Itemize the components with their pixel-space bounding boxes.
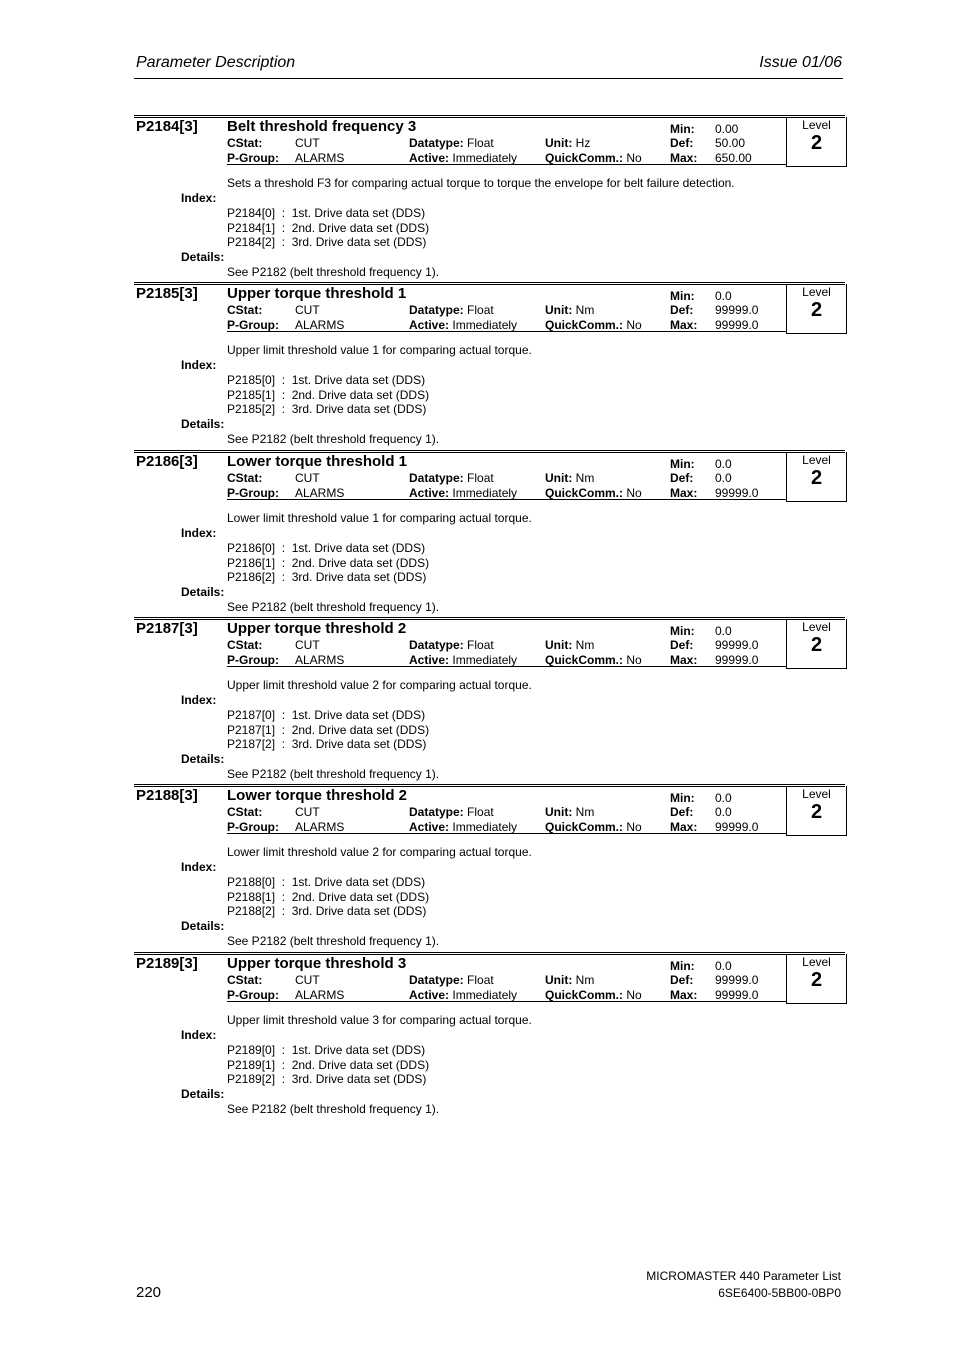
details-text: See P2182 (belt threshold frequency 1). bbox=[227, 432, 440, 446]
level-value: 2 bbox=[810, 969, 823, 991]
quickcomm-field: QuickComm.: No bbox=[545, 653, 642, 667]
index-label: Index: bbox=[181, 1028, 217, 1042]
pgroup-label: P-Group: bbox=[227, 151, 279, 165]
def-value: 99999.0 bbox=[715, 638, 759, 652]
quickcomm-field: QuickComm.: No bbox=[545, 820, 642, 834]
quickcomm-field: QuickComm.: No bbox=[545, 151, 642, 165]
block-rule bbox=[134, 784, 845, 785]
index-entry: P2187[1] : 2nd. Drive data set (DDS) bbox=[227, 723, 430, 737]
block-rule bbox=[134, 282, 845, 283]
index-entry: P2189[2] : 3rd. Drive data set (DDS) bbox=[227, 1072, 427, 1086]
def-value: 99999.0 bbox=[715, 303, 759, 317]
parameter-id: P2186[3] bbox=[136, 453, 198, 470]
pgroup-label: P-Group: bbox=[227, 486, 279, 500]
parameter-description: Upper limit threshold value 1 for comparing actual torque. bbox=[227, 343, 532, 357]
parameter-description: Upper limit threshold value 3 for comparing actual torque. bbox=[227, 1013, 532, 1027]
min-label: Min: bbox=[670, 624, 695, 638]
details-label: Details: bbox=[181, 585, 225, 599]
unit-field: Unit: Nm bbox=[545, 805, 595, 819]
details-text: See P2182 (belt threshold frequency 1). bbox=[227, 265, 440, 279]
cstat-value: CUT bbox=[295, 973, 320, 987]
header-issue: Issue 01/06 bbox=[759, 54, 842, 71]
pgroup-value: ALARMS bbox=[295, 486, 345, 500]
level-label: Level bbox=[802, 955, 831, 969]
index-entry: P2189[1] : 2nd. Drive data set (DDS) bbox=[227, 1058, 430, 1072]
pgroup-value: ALARMS bbox=[295, 653, 345, 667]
page-number: 220 bbox=[136, 1284, 162, 1301]
index-entry: P2188[1] : 2nd. Drive data set (DDS) bbox=[227, 890, 430, 904]
def-value: 0.0 bbox=[715, 471, 732, 485]
index-entry: P2184[1] : 2nd. Drive data set (DDS) bbox=[227, 221, 430, 235]
details-label: Details: bbox=[181, 1087, 225, 1101]
active-field: Active: Immediately bbox=[409, 318, 518, 332]
parameter-title: Upper torque threshold 1 bbox=[227, 285, 407, 302]
level-value: 2 bbox=[810, 467, 823, 489]
unit-field: Unit: Nm bbox=[545, 471, 595, 485]
index-label: Index: bbox=[181, 526, 217, 540]
level-value: 2 bbox=[810, 299, 823, 321]
level-value: 2 bbox=[810, 634, 823, 656]
parameter-block bbox=[134, 617, 846, 784]
pgroup-value: ALARMS bbox=[295, 820, 345, 834]
block-rule bbox=[134, 952, 845, 953]
min-value: 0.0 bbox=[715, 791, 732, 805]
block-rule bbox=[134, 617, 845, 618]
header-underline bbox=[227, 1001, 787, 1002]
index-entry: P2185[1] : 2nd. Drive data set (DDS) bbox=[227, 388, 430, 402]
index-label: Index: bbox=[181, 358, 217, 372]
header-underline bbox=[227, 331, 787, 332]
parameter-id: P2185[3] bbox=[136, 285, 198, 302]
index-entry: P2189[0] : 1st. Drive data set (DDS) bbox=[227, 1043, 426, 1057]
index-entry: P2185[2] : 3rd. Drive data set (DDS) bbox=[227, 402, 427, 416]
parameter-title: Belt threshold frequency 3 bbox=[227, 118, 417, 135]
unit-field: Unit: Nm bbox=[545, 638, 595, 652]
index-entry: P2187[0] : 1st. Drive data set (DDS) bbox=[227, 708, 426, 722]
index-entry: P2188[2] : 3rd. Drive data set (DDS) bbox=[227, 904, 427, 918]
index-entry: P2184[0] : 1st. Drive data set (DDS) bbox=[227, 206, 426, 220]
pgroup-label: P-Group: bbox=[227, 820, 279, 834]
def-label: Def: bbox=[670, 973, 694, 987]
pgroup-label: P-Group: bbox=[227, 988, 279, 1002]
max-label: Max: bbox=[670, 988, 698, 1002]
level-value: 2 bbox=[810, 801, 823, 823]
cstat-label: CStat: bbox=[227, 471, 263, 485]
def-label: Def: bbox=[670, 805, 694, 819]
level-box bbox=[786, 284, 847, 334]
datatype-field: Datatype: Float bbox=[409, 973, 494, 987]
unit-field: Unit: Hz bbox=[545, 136, 591, 150]
parameter-id: P2184[3] bbox=[136, 118, 198, 135]
level-box bbox=[786, 452, 847, 502]
def-value: 50.00 bbox=[715, 136, 746, 150]
index-label: Index: bbox=[181, 191, 217, 205]
details-label: Details: bbox=[181, 417, 225, 431]
active-field: Active: Immediately bbox=[409, 151, 518, 165]
details-label: Details: bbox=[181, 250, 225, 264]
level-label: Level bbox=[802, 620, 831, 634]
def-value: 99999.0 bbox=[715, 973, 759, 987]
header-underline bbox=[227, 164, 787, 165]
block-rule bbox=[134, 450, 845, 451]
index-entry: P2188[0] : 1st. Drive data set (DDS) bbox=[227, 875, 426, 889]
level-box bbox=[786, 619, 847, 669]
parameter-id: P2188[3] bbox=[136, 787, 198, 804]
datatype-field: Datatype: Float bbox=[409, 638, 494, 652]
parameter-id: P2187[3] bbox=[136, 620, 198, 637]
index-entry: P2186[1] : 2nd. Drive data set (DDS) bbox=[227, 556, 430, 570]
datatype-field: Datatype: Float bbox=[409, 303, 494, 317]
parameter-description: Lower limit threshold value 1 for comparing actual torque. bbox=[227, 511, 532, 525]
header-underline bbox=[227, 833, 787, 834]
details-text: See P2182 (belt threshold frequency 1). bbox=[227, 1102, 440, 1116]
index-entry: P2186[2] : 3rd. Drive data set (DDS) bbox=[227, 570, 427, 584]
min-value: 0.0 bbox=[715, 959, 732, 973]
details-text: See P2182 (belt threshold frequency 1). bbox=[227, 934, 440, 948]
def-label: Def: bbox=[670, 136, 694, 150]
max-value: 650.00 bbox=[715, 151, 752, 165]
index-entry: P2186[0] : 1st. Drive data set (DDS) bbox=[227, 541, 426, 555]
max-value: 99999.0 bbox=[715, 988, 759, 1002]
min-label: Min: bbox=[670, 457, 695, 471]
parameter-description: Lower limit threshold value 2 for comparing actual torque. bbox=[227, 845, 532, 859]
min-label: Min: bbox=[670, 289, 695, 303]
max-label: Max: bbox=[670, 486, 698, 500]
parameter-title: Lower torque threshold 1 bbox=[227, 453, 408, 470]
min-label: Min: bbox=[670, 122, 695, 136]
def-label: Def: bbox=[670, 303, 694, 317]
unit-field: Unit: Nm bbox=[545, 303, 595, 317]
pgroup-label: P-Group: bbox=[227, 653, 279, 667]
cstat-label: CStat: bbox=[227, 638, 263, 652]
active-field: Active: Immediately bbox=[409, 988, 518, 1002]
pgroup-label: P-Group: bbox=[227, 318, 279, 332]
datatype-field: Datatype: Float bbox=[409, 805, 494, 819]
level-label: Level bbox=[802, 453, 831, 467]
parameter-block bbox=[134, 784, 846, 951]
max-value: 99999.0 bbox=[715, 318, 759, 332]
details-label: Details: bbox=[181, 752, 225, 766]
cstat-value: CUT bbox=[295, 638, 320, 652]
parameter-block bbox=[134, 952, 846, 1119]
parameter-block bbox=[134, 115, 846, 282]
parameter-id: P2189[3] bbox=[136, 955, 198, 972]
min-value: 0.00 bbox=[715, 122, 739, 136]
parameter-description: Upper limit threshold value 2 for comparing actual torque. bbox=[227, 678, 532, 692]
datatype-field: Datatype: Float bbox=[409, 471, 494, 485]
level-label: Level bbox=[802, 787, 831, 801]
cstat-label: CStat: bbox=[227, 805, 263, 819]
parameter-description: Sets a threshold F3 for comparing actual torque to torque the envelope for belt failure detection. bbox=[227, 176, 735, 190]
level-label: Level bbox=[802, 118, 831, 132]
def-value: 0.0 bbox=[715, 805, 732, 819]
pgroup-value: ALARMS bbox=[295, 988, 345, 1002]
max-value: 99999.0 bbox=[715, 653, 759, 667]
pgroup-value: ALARMS bbox=[295, 151, 345, 165]
index-label: Index: bbox=[181, 693, 217, 707]
max-value: 99999.0 bbox=[715, 486, 759, 500]
active-field: Active: Immediately bbox=[409, 653, 518, 667]
def-label: Def: bbox=[670, 638, 694, 652]
order-number: 6SE6400-5BB00-0BP0 bbox=[718, 1286, 841, 1300]
index-entry: P2184[2] : 3rd. Drive data set (DDS) bbox=[227, 235, 427, 249]
level-value: 2 bbox=[810, 132, 823, 154]
index-label: Index: bbox=[181, 860, 217, 874]
block-rule bbox=[134, 115, 845, 116]
parameter-title: Upper torque threshold 2 bbox=[227, 620, 407, 637]
datatype-field: Datatype: Float bbox=[409, 136, 494, 150]
parameter-block bbox=[134, 450, 846, 617]
quickcomm-field: QuickComm.: No bbox=[545, 486, 642, 500]
min-value: 0.0 bbox=[715, 289, 732, 303]
header-underline bbox=[227, 666, 787, 667]
min-label: Min: bbox=[670, 959, 695, 973]
level-box bbox=[786, 954, 847, 1004]
active-field: Active: Immediately bbox=[409, 820, 518, 834]
header-rule bbox=[134, 78, 843, 79]
quickcomm-field: QuickComm.: No bbox=[545, 318, 642, 332]
product-name: MICROMASTER 440 Parameter List bbox=[646, 1269, 841, 1283]
header-underline bbox=[227, 499, 787, 500]
index-entry: P2185[0] : 1st. Drive data set (DDS) bbox=[227, 373, 426, 387]
level-box bbox=[786, 117, 847, 167]
details-text: See P2182 (belt threshold frequency 1). bbox=[227, 600, 440, 614]
max-label: Max: bbox=[670, 151, 698, 165]
max-label: Max: bbox=[670, 820, 698, 834]
parameter-block bbox=[134, 282, 846, 449]
pgroup-value: ALARMS bbox=[295, 318, 345, 332]
active-field: Active: Immediately bbox=[409, 486, 518, 500]
details-label: Details: bbox=[181, 919, 225, 933]
parameter-title: Lower torque threshold 2 bbox=[227, 787, 408, 804]
parameter-title: Upper torque threshold 3 bbox=[227, 955, 407, 972]
max-value: 99999.0 bbox=[715, 820, 759, 834]
details-text: See P2182 (belt threshold frequency 1). bbox=[227, 767, 440, 781]
quickcomm-field: QuickComm.: No bbox=[545, 988, 642, 1002]
min-value: 0.0 bbox=[715, 457, 732, 471]
max-label: Max: bbox=[670, 653, 698, 667]
min-value: 0.0 bbox=[715, 624, 732, 638]
level-label: Level bbox=[802, 285, 831, 299]
cstat-value: CUT bbox=[295, 136, 320, 150]
unit-field: Unit: Nm bbox=[545, 973, 595, 987]
header-title: Parameter Description bbox=[136, 54, 296, 71]
index-entry: P2187[2] : 3rd. Drive data set (DDS) bbox=[227, 737, 427, 751]
max-label: Max: bbox=[670, 318, 698, 332]
cstat-value: CUT bbox=[295, 805, 320, 819]
cstat-label: CStat: bbox=[227, 303, 263, 317]
level-box bbox=[786, 786, 847, 836]
cstat-value: CUT bbox=[295, 471, 320, 485]
cstat-label: CStat: bbox=[227, 973, 263, 987]
def-label: Def: bbox=[670, 471, 694, 485]
min-label: Min: bbox=[670, 791, 695, 805]
cstat-label: CStat: bbox=[227, 136, 263, 150]
cstat-value: CUT bbox=[295, 303, 320, 317]
